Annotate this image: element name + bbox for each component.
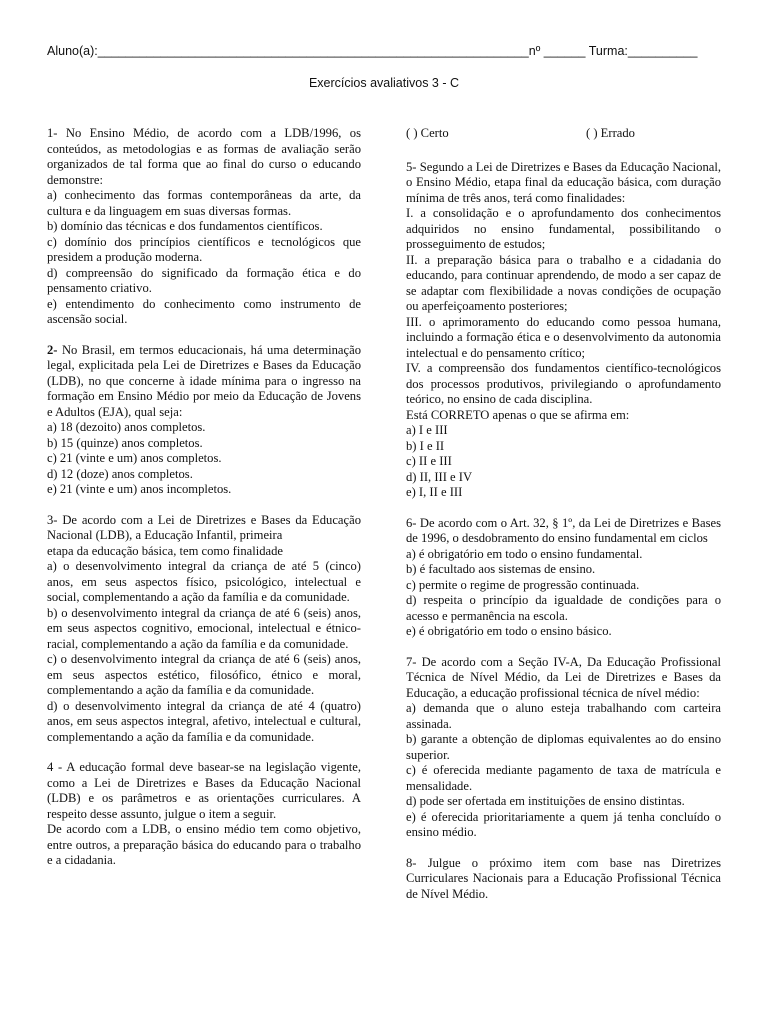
question-3-option-c[interactable]: c) o desenvolvimento integral da criança de até 6 (seis) anos, em seus aspectos estético, filosófico, étnico e moral, complementando a ação da família e da comunidade. xyxy=(47,652,361,697)
aluno-label: Aluno(a): xyxy=(47,44,98,58)
question-2-stem-wrap xyxy=(47,343,361,421)
question-5 xyxy=(406,160,721,501)
question-2-option-c[interactable]: c) 21 (vinte e um) anos completos. xyxy=(47,451,222,465)
certo-checkbox[interactable]: ( ) Certo xyxy=(406,126,449,140)
question-2-option-a[interactable]: a) 18 (dezoito) anos completos. xyxy=(47,420,206,434)
question-4-stem: 4 - A educação formal deve basear-se na legislação vigente, como a Lei de Diretrizes e Bases da Educação Nacional (LDB) e os parâmetros e as orientações curriculares. A respeito desse assunto, julgue o item a seguir. xyxy=(47,760,361,821)
question-4-answer-row xyxy=(406,126,721,142)
question-5-item-3: III. o aprimoramento do educando como pessoa humana, incluindo a formação ética e o desenvolvimento da autonomia intelectual e do pensamento crítico; xyxy=(406,314,721,360)
student-info-header xyxy=(47,44,737,58)
question-3-stem: 3- De acordo com a Lei de Diretrizes e Bases da Educação Nacional (LDB), a Educação Infantil, primeira xyxy=(47,512,361,542)
left-column xyxy=(47,126,361,884)
question-7-stem: 7- De acordo com a Seção IV-A, Da Educação Profissional Técnica de Nível Médio, da Lei de Diretrizes e Bases da Educação, a educação profissional técnica de nível médio: xyxy=(406,654,721,700)
question-3-option-a[interactable]: a) o desenvolvimento integral da criança de até 5 (cinco) anos, em seus aspectos físico, psicológico, intelectual e social, complementando a ação da família e da comunidade. xyxy=(47,559,361,604)
question-7 xyxy=(406,655,721,841)
question-5-option-e[interactable]: e) I, II e III xyxy=(406,485,463,499)
question-6-option-b[interactable]: b) é facultado aos sistemas de ensino. xyxy=(406,562,596,576)
question-4 xyxy=(47,760,361,869)
question-2-option-e[interactable]: e) 21 (vinte e um) anos incompletos. xyxy=(47,482,232,496)
question-6-option-d[interactable]: d) respeita o princípio da igualdade de condições para o acesso e permanência na escola. xyxy=(406,593,721,623)
errado-checkbox[interactable]: ( ) Errado xyxy=(586,126,635,140)
turma-label: Turma: xyxy=(588,44,628,58)
question-5-option-a[interactable]: a) I e III xyxy=(406,423,448,437)
question-4-item: De acordo com a LDB, o ensino médio tem como objetivo, entre outros, a preparação básica do educando para o trabalho e a cidadania. xyxy=(47,822,361,867)
question-5-prompt: Está CORRETO apenas o que se afirma em: xyxy=(406,407,630,422)
question-6-option-c[interactable]: c) permite o regime de progressão continuada. xyxy=(406,577,640,592)
question-6 xyxy=(406,516,721,640)
question-1-option-e[interactable]: e) entendimento do conhecimento como instrumento de ascensão social. xyxy=(47,296,361,326)
numero-field[interactable]: ______ xyxy=(543,44,586,58)
question-1-option-d[interactable]: d) compreensão do significado da formação ética e do pensamento criativo. xyxy=(47,265,361,295)
question-2-option-d[interactable]: d) 12 (doze) anos completos. xyxy=(47,466,193,481)
question-6-stem: 6- De acordo com o Art. 32, § 1º, da Lei de Diretrizes e Bases de 1996, o desdobramento do ensino fundamental em ciclos xyxy=(406,515,721,545)
question-5-item-1: I. a consolidação e o aprofundamento dos conhecimentos adquiridos no ensino fundamental, possibilitando o prosseguimento de estudos; xyxy=(406,206,721,251)
question-1-option-b[interactable]: b) domínio das técnicas e dos fundamentos científicos. xyxy=(47,219,323,233)
question-2-option-b[interactable]: b) 15 (quinze) anos completos. xyxy=(47,435,203,450)
question-1-option-c[interactable]: c) domínio dos princípios científicos e tecnológicos que presidem a produção moderna. xyxy=(47,234,361,264)
question-5-item-4: IV. a compreensão dos fundamentos científico-tecnológicos dos processos produtivos, privilegiando o aprofundamento teórico, no ensino de cada disciplina. xyxy=(406,361,721,406)
page-title: Exercícios avaliativos 3 - C xyxy=(308,76,460,90)
question-1 xyxy=(47,126,361,328)
question-6-option-e[interactable]: e) é obrigatório em todo o ensino básico. xyxy=(406,624,612,638)
question-2-number: 2- xyxy=(47,342,58,357)
question-7-option-b[interactable]: b) garante a obtenção de diplomas equivalentes ao do ensino superior. xyxy=(406,732,721,762)
question-2-stem: No Brasil, em termos educacionais, há uma determinação legal, explicitada pela Lei de Diretrizes e Bases da Educação (LDB), no que concerne à idade mínima para o ingresso na formação em Ensino Médio por meio da Educação de Jovens e Adultos (EJA), qual seja: xyxy=(47,342,361,419)
question-7-option-c[interactable]: c) é oferecida mediante pagamento de taxa de matrícula e mensalidade. xyxy=(406,763,721,793)
question-5-stem: 5- Segundo a Lei de Diretrizes e Bases da Educação Nacional, o Ensino Médio, etapa final da educação básica, com duração mínima de três anos, terá como finalidades: xyxy=(406,159,721,205)
question-8 xyxy=(406,856,721,903)
aluno-name-field[interactable]: ______________________________________________________________ xyxy=(97,44,529,58)
question-8-stem: 8- Julgue o próximo item com base nas Diretrizes Curriculares Nacionais para a Educação Profissional Técnica de Nível Médio. xyxy=(406,855,721,901)
question-5-item-2: II. a preparação básica para o trabalho e a cidadania do educando, para continuar aprendendo, de modo a ser capaz de se adaptar com flexibilidade a novas condições de ocupação ou aperfeiçoamento posteriores; xyxy=(406,252,721,313)
question-5-option-c[interactable]: c) II e III xyxy=(406,454,452,468)
question-7-option-e[interactable]: e) é oferecida prioritariamente a quem já tenha concluído o ensino médio. xyxy=(406,809,721,839)
question-7-option-a[interactable]: a) demanda que o aluno esteja trabalhando com carteira assinada. xyxy=(406,701,721,731)
question-3-stem-2: etapa da educação básica, tem como finalidade xyxy=(47,543,284,558)
question-2 xyxy=(47,343,361,498)
turma-field[interactable]: __________ xyxy=(627,44,698,58)
question-3 xyxy=(47,513,361,746)
question-3-option-b[interactable]: b) o desenvolvimento integral da criança de até 6 (seis) anos, em seus aspectos cognitivo, emocional, intelectual e étnico-racial, complementando a ação da família e da comunidade. xyxy=(47,605,361,651)
question-7-option-d[interactable]: d) pode ser ofertada em instituições de ensino distintas. xyxy=(406,794,685,808)
question-1-option-a[interactable]: a) conhecimento das formas contemporâneas da arte, da cultura e da linguagem em suas diversas formas. xyxy=(47,188,361,218)
question-1-stem: 1- No Ensino Médio, de acordo com a LDB/1996, os conteúdos, as metodologias e as formas de avaliação serão organizados de tal forma que ao final do curso o educando demonstre: xyxy=(47,126,361,187)
numero-label: nº xyxy=(528,44,541,58)
right-column xyxy=(406,126,721,917)
question-5-option-d[interactable]: d) II, III e IV xyxy=(406,469,473,484)
question-5-option-b[interactable]: b) I e II xyxy=(406,438,445,453)
question-6-option-a[interactable]: a) é obrigatório em todo o ensino fundamental. xyxy=(406,546,643,561)
question-3-option-d[interactable]: d) o desenvolvimento integral da criança de até 4 (quatro) anos, em seus aspectos integral, afetivo, intelectual e cultural, complementando a ação da família e da comunidade. xyxy=(47,698,361,744)
